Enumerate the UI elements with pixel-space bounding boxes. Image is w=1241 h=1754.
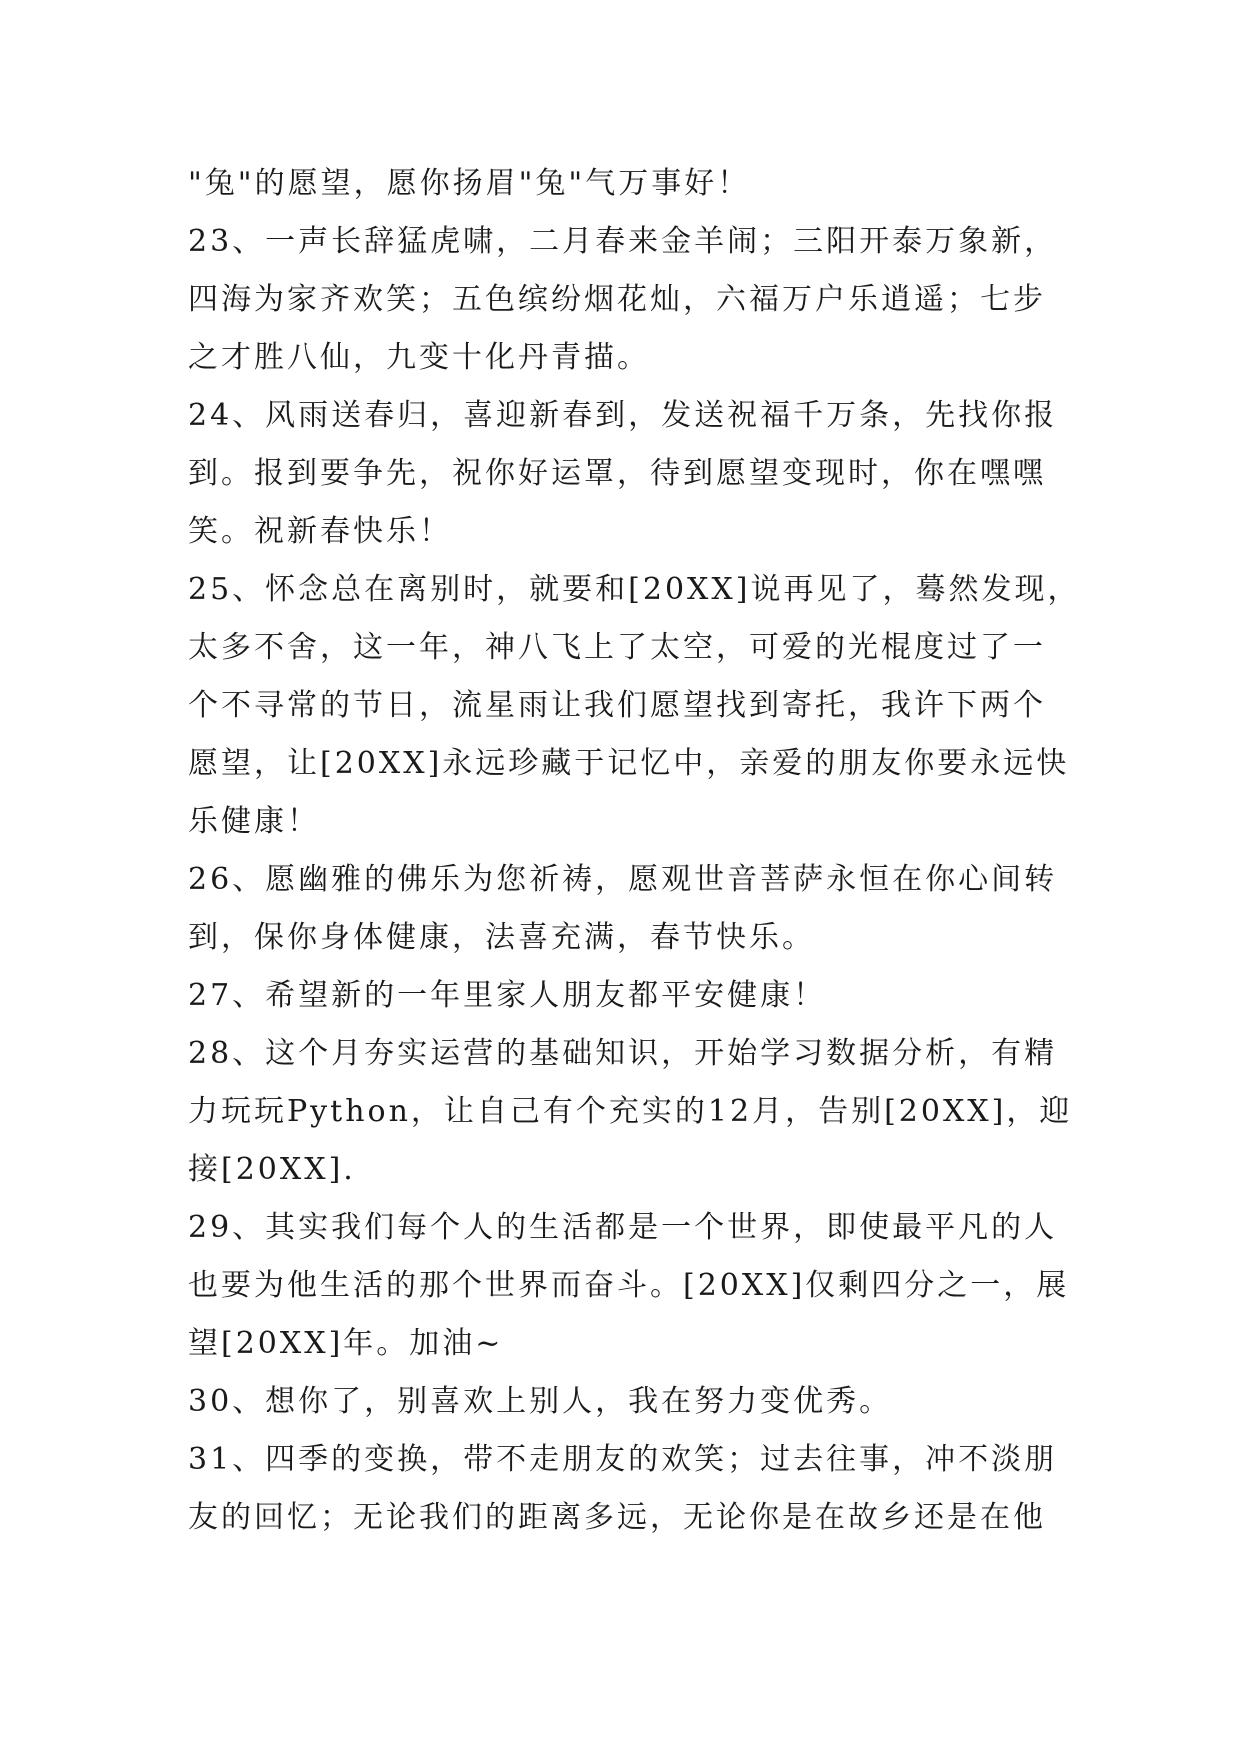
text-line: 31、四季的变换，带不走朋友的欢笑；过去往事，冲不淡朋 bbox=[188, 1442, 1058, 1477]
text-line: 乐健康！ bbox=[188, 804, 320, 839]
text-line: 24、风雨送春归，喜迎新春到，发送祝福千万条，先找你报 bbox=[188, 398, 1058, 433]
text-line: 28、这个月夯实运营的基础知识，开始学习数据分析，有精 bbox=[188, 1036, 1058, 1071]
text-line: 26、愿幽雅的佛乐为您祈祷，愿观世音菩萨永恒在你心间转 bbox=[188, 862, 1058, 897]
text-line: 愿望，让[20XX]永远珍藏于记忆中，亲爱的朋友你要永远快 bbox=[188, 746, 1070, 781]
text-line: 四海为家齐欢笑；五色缤纷烟花灿，六福万户乐逍遥；七步 bbox=[188, 282, 1046, 317]
text-line: 29、其实我们每个人的生活都是一个世界，即使最平凡的人 bbox=[188, 1210, 1058, 1245]
text-line: 太多不舍，这一年，神八飞上了太空，可爱的光棍度过了一 bbox=[188, 630, 1046, 665]
text-line: 友的回忆；无论我们的距离多远，无论你是在故乡还是在他 bbox=[188, 1500, 1046, 1535]
text-line: 接[20XX]. bbox=[188, 1152, 356, 1187]
text-line: 到。报到要争先，祝你好运罩，待到愿望变现时，你在嘿嘿 bbox=[188, 456, 1046, 491]
text-line: 笑。祝新春快乐！ bbox=[188, 514, 452, 549]
text-line: 也要为他生活的那个世界而奋斗。[20XX]仅剩四分之一，展 bbox=[188, 1268, 1070, 1303]
text-line: 个不寻常的节日，流星雨让我们愿望找到寄托，我许下两个 bbox=[188, 688, 1046, 723]
text-line: 23、一声长辞猛虎啸，二月春来金羊闹；三阳开泰万象新， bbox=[188, 224, 1058, 259]
text-line: 力玩玩Python，让自己有个充实的12月，告别[20XX]，迎 bbox=[188, 1094, 1073, 1129]
text-line: 望[20XX]年。加油~ bbox=[188, 1326, 504, 1361]
document-body bbox=[188, 155, 1081, 1547]
text-line: 30、想你了，别喜欢上别人，我在努力变优秀。 bbox=[188, 1384, 893, 1419]
text-line: 之才胜八仙，九变十化丹青描。 bbox=[188, 340, 650, 375]
text-line: 27、希望新的一年里家人朋友都平安健康！ bbox=[188, 978, 827, 1013]
text-line: 到，保你身体健康，法喜充满，春节快乐。 bbox=[188, 920, 815, 955]
text-line: 25、怀念总在离别时，就要和[20XX]说再见了，蓦然发现， bbox=[188, 572, 1081, 607]
text-line: "兔"的愿望，愿你扬眉"兔"气万事好！ bbox=[188, 166, 751, 201]
